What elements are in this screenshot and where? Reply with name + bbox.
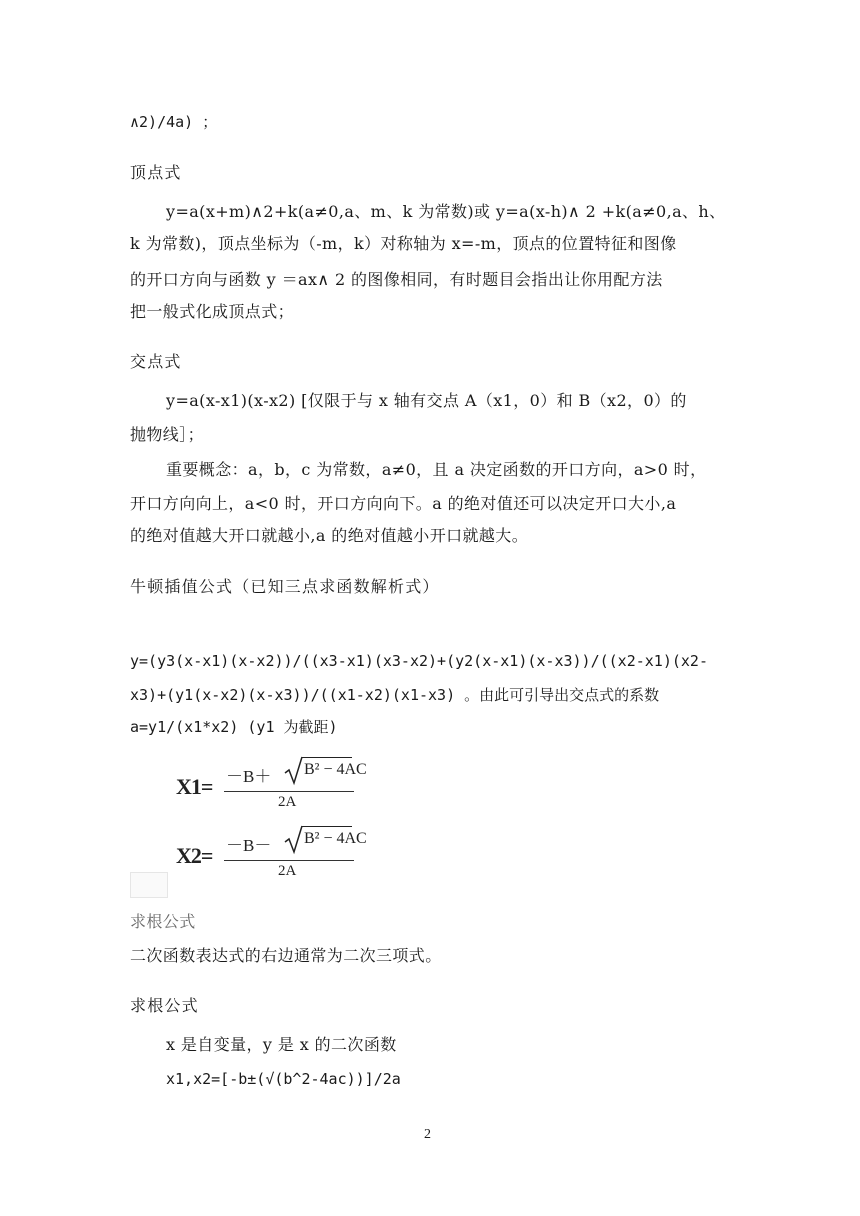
caption-root-formula: 求根公式 [130,912,196,931]
section-heading-root-formula: 求根公式 [130,996,199,1015]
section-heading-intercept-form: 交点式 [130,352,182,371]
formula-numerator: －B＋ [226,767,272,786]
text-line: a=y1/(x1*x2) (y1 为截距) [130,718,338,736]
fraction-bar [224,860,354,861]
formula-radicand: B² − 4AC [304,830,367,847]
text-line: 二次函数表达式的右边通常为二次三项式。 [130,946,442,965]
formula-radicand: B² − 4AC [304,761,367,778]
text-line: 重要概念：a，b，c 为常数，a≠0，且 a 决定函数的开口方向，a>0 时， [166,460,707,479]
formula-lhs: X1= [176,774,213,799]
formula-denominator: 2A [278,794,297,810]
quadratic-formula-x2 [170,823,367,879]
text-line: 抛物线］； [130,425,205,444]
fraction-bar [224,791,354,792]
formula-numerator: －B－ [226,836,272,855]
text-line: k 为常数)，顶点坐标为（-m，k）对称轴为 x=-m，顶点的位置特征和图像 [130,234,677,253]
empty-image-placeholder [130,872,168,898]
text-line: y=a(x-x1)(x-x2) [仅限于与 x 轴有交点 A（x1，0）和 B（x2，0）的 [166,391,687,410]
text-line: 的开口方向与函数 y ＝ax∧ 2 的图像相同，有时题目会指出让你用配方法 [130,270,663,289]
quadratic-formula-x1 [170,756,367,812]
section-heading-vertex-form: 顶点式 [130,163,182,182]
page-number: 2 [424,1127,431,1142]
section-heading-newton-interpolation: 牛顿插值公式（已知三点求函数解析式） [130,577,440,596]
text-line: y=(y3(x-x1)(x-x2))/((x3-x1)(x3-x2)+(y2(x-x1)(x-x3))/((x2-x1)(x2- [130,652,708,670]
text-line: x1,x2=[-b±(√(b^2-4ac))]/2a [166,1070,401,1088]
sqrt-overline [302,757,352,758]
text-line: x 是自变量，y 是 x 的二次函数 [166,1035,397,1054]
sqrt-icon [284,756,304,786]
text-line: 把一般式化成顶点式； [130,302,295,321]
sqrt-icon [284,825,304,855]
text-line: 的绝对值越大开口就越小,a 的绝对值越小开口就越大。 [130,526,529,545]
formula-lhs: X2= [176,843,213,868]
formula-denominator: 2A [278,863,297,879]
text-line: ∧2)/4a) ； [130,113,218,131]
text-line: x3)+(y1(x-x2)(x-x3))/((x1-x2)(x1-x3) 。由此可引导出交点式的系数 [130,686,660,704]
text-line: y=a(x+m)∧2+k(a≠0,a、m、k 为常数)或 y=a(x-h)∧ 2 +k(a≠0,a、h、 [166,202,726,221]
sqrt-overline [302,826,352,827]
text-line: 开口方向向上，a<0 时，开口方向向下。a 的绝对值还可以决定开口大小,a [130,494,677,513]
